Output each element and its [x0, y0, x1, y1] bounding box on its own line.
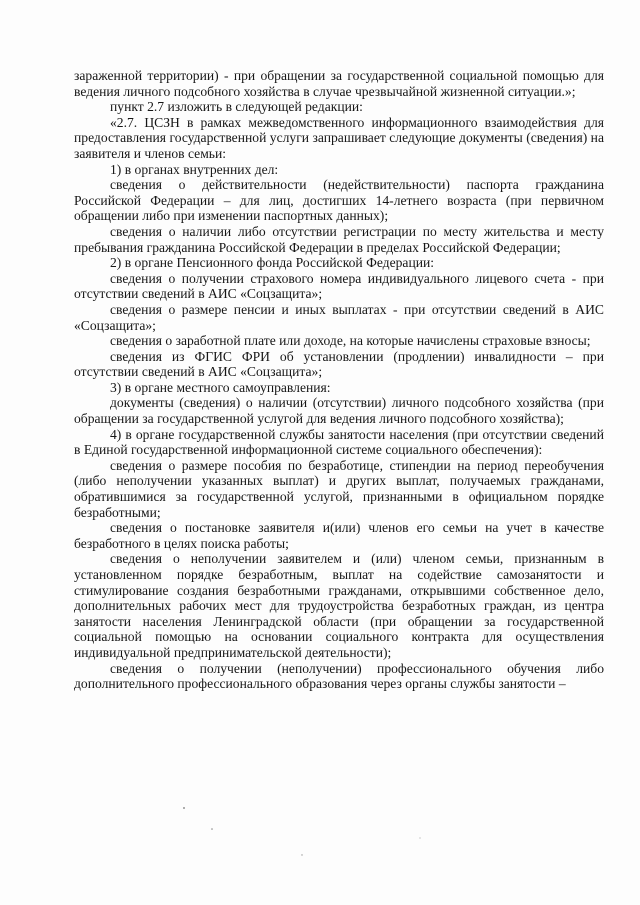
- paragraph-vocational-training: сведения о получении (неполучении) профессионального обучения либо дополнительного профессионального образования через органы службы занятости –: [74, 660, 604, 692]
- paragraph-local-government: 3) в органе местного самоуправления:: [110, 379, 331, 395]
- paragraph-salary: сведения о заработной плате или доходе, на которые начислены страховые взносы;: [110, 333, 591, 349]
- paragraph-insurance-number: сведения о получении страхового номера индивидуального лицевого счета - при отсутствии сведений в АИС «Соцзащита»;: [74, 270, 604, 302]
- document-text: [74, 68, 604, 692]
- paragraph-amend-2-7: пункт 2.7 изложить в следующей редакции:: [110, 99, 363, 115]
- paragraph-pension-size: сведения о размере пенсии и иных выплатах - при отсутствии сведений в АИС «Соцзащита»;: [74, 301, 604, 333]
- paragraph-internal-affairs: 1) в органах внутренних дел:: [110, 161, 279, 177]
- paragraph-employment-service: 4) в органе государственной службы занятости населения (при отсутствии сведений в Единой государственной информационной системе социального обеспечения):: [74, 426, 604, 458]
- paragraph-unemployed-registration: сведения о постановке заявителя и(или) членов его семьи на учет в качестве безработного в целях поиска работы;: [74, 520, 604, 551]
- paragraph-passport: сведения о действительности (недействительности) паспорта гражданина Российской Федерации – для лиц, достигших 14-летнего возраста (при первичном обращении либо при изменении паспортных данных);: [74, 177, 604, 224]
- paragraph-2-7-intro: «2.7. ЦСЗН в рамках межведомственного информационного взаимодействия для предоставления государственной услуги запрашивает следующие документы (сведения) на заявителя и членов семьи:: [74, 114, 604, 161]
- scan-speck: [301, 854, 302, 855]
- paragraph-self-employment: сведения о неполучении заявителем и (или) членом семьи, признанным в установленном порядке безработным, выплат на содействие самозанятости и стимулирование создания безработными гражданами, открывшими собственное дело, дополнительных рабочих мест для трудоустройства безработных граждан, из центра занятости населения Ленинградской области (при обращении за государственной социальной помощью на основании социального контракта для осуществления индивидуальной предпринимательской деятельности);: [74, 551, 604, 660]
- paragraph-unemployment-benefit: сведения о размере пособия по безработице, стипендии на период переобучения (либо неполучении указанных выплат) и других выплат, получаемых гражданами, обратившимися за государственной услугой, признанными в официальном порядке безработными;: [74, 457, 604, 520]
- scan-speck: [183, 807, 185, 809]
- paragraph-pension-fund: 2) в органе Пенсионного фонда Российской Федерации:: [110, 255, 435, 271]
- paragraph-continuation: зараженной территории) - при обращении за государственной социальной помощью для ведения личного подсобного хозяйства в случае чрезвычайной жизненной ситуации.»;: [74, 68, 604, 99]
- paragraph-disability: сведения из ФГИС ФРИ об установлении (продлении) инвалидности – при отсутствии сведений в АИС «Соцзащита»;: [74, 348, 604, 380]
- paragraph-registration: сведения о наличии либо отсутствии регистрации по месту жительства и месту пребывания гражданина Российской Федерации в пределах Российской Федерации;: [74, 223, 604, 255]
- scan-speck: [211, 828, 213, 830]
- paragraph-subsidiary-farm: документы (сведения) о наличии (отсутствии) личного подсобного хозяйства (при обращении за государственной услугой для ведения личного подсобного хозяйства);: [74, 395, 604, 427]
- scan-speck: [419, 837, 420, 838]
